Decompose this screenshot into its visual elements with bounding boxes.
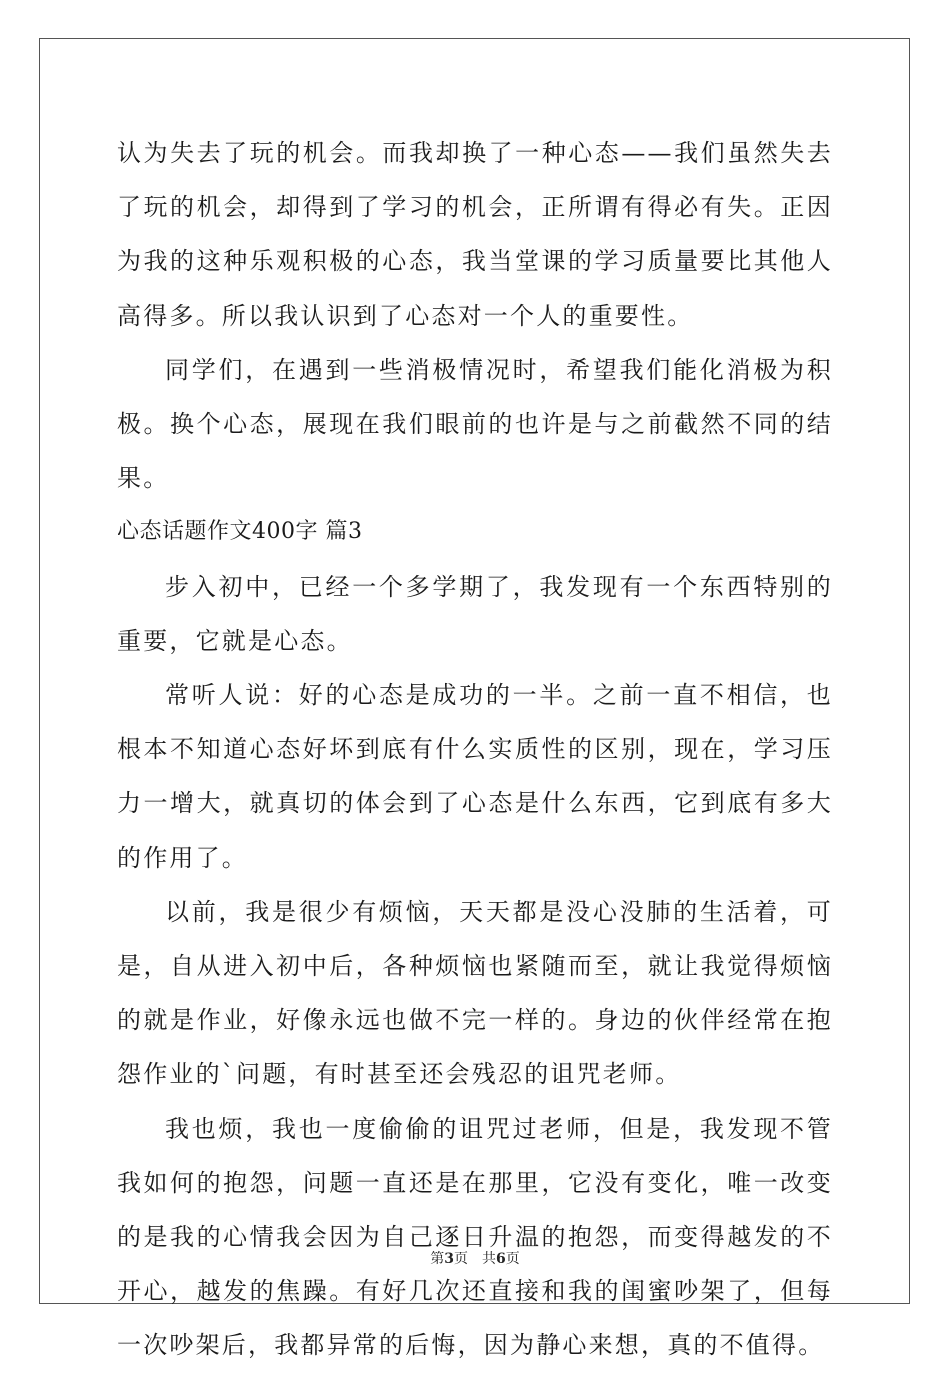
- current-page-number: 3: [444, 1251, 454, 1267]
- paragraph: 我也烦，我也一度偷偷的诅咒过老师，但是，我发现不管我如何的抱怨，问题一直还是在那里，它没有变化，唯一改变的是我的心情我会因为自己逐日升温的抱怨，而变得越发的不开心，越发的焦躁。有好几次还直接和我的闺蜜吵架了，但每一次吵架后，我都异常的后悔，因为静心来想，真的不值得。: [117, 1114, 833, 1360]
- paragraph: 同学们，在遇到一些消极情况时，希望我们能化消极为积极。换个心态，展现在我们眼前的也许是与之前截然不同的结果。: [117, 355, 833, 493]
- page-footer: [0, 1248, 950, 1268]
- paragraph: 以前，我是很少有烦恼，天天都是没心没肺的生活着，可是，自从进入初中后，各种烦恼也紧随而至，就让我觉得烦恼的就是作业，好像永远也做不完一样的。身边的伙伴经常在抱怨作业的`问题，有时甚至还会残忍的诅咒老师。: [117, 897, 833, 1089]
- total-page-number: 6: [496, 1251, 506, 1267]
- page-prefix: 第: [430, 1251, 445, 1267]
- paragraph-continuation: 认为失去了玩的机会。而我却换了一种心态——我们虽然失去了玩的机会，却得到了学习的机会，正所谓有得必有失。正因为我的这种乐观积极的心态，我当堂课的学习质量要比其他人高得多。所以我认识到了心态对一个人的重要性。: [117, 139, 833, 330]
- paragraph: 常听人说：好的心态是成功的一半。之前一直不相信，也根本不知道心态好坏到底有什么实质性的区别，现在，学习压力一增大，就真切的体会到了心态是什么东西，它到底有多大的作用了。: [117, 681, 833, 872]
- total-prefix: 共: [482, 1251, 496, 1267]
- paragraph: 步入初中，已经一个多学期了，我发现有一个东西特别的重要，它就是心态。: [117, 572, 833, 655]
- page-suffix: 页: [454, 1251, 468, 1267]
- section-heading: 心态话题作文400字 篇3: [117, 519, 363, 545]
- document-body: [117, 126, 833, 1373]
- total-suffix: 页: [505, 1251, 520, 1267]
